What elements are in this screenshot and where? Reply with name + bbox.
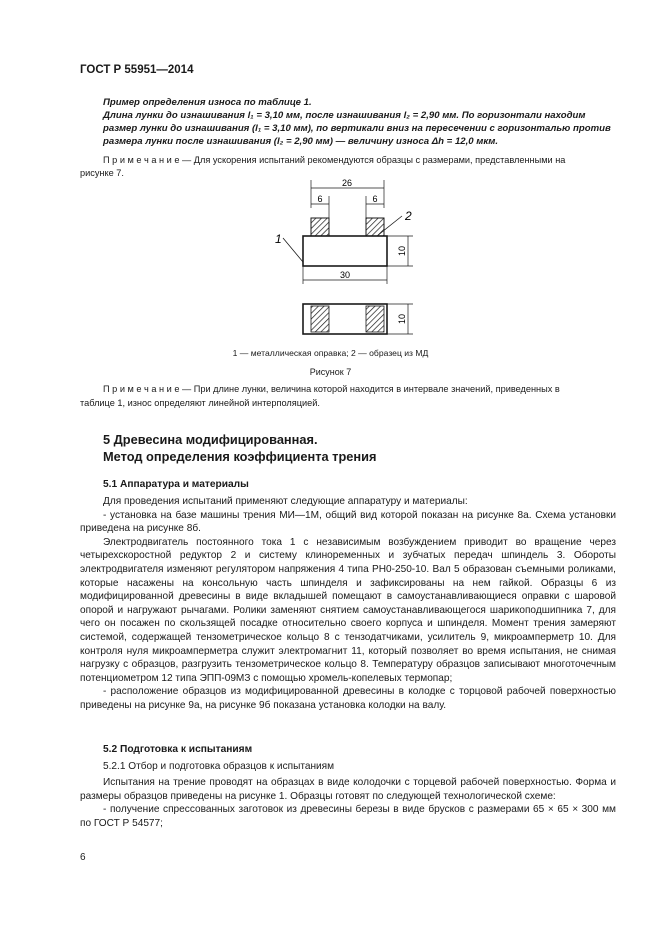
para-5-1-item-layout: - расположение образцов из модифицированной древесины в колодке с торцовой рабочей поверхностью приведены на рисунке 9а, на рисунке 9б показана установка колодки на валу. (80, 686, 616, 711)
bottom-pad-left (311, 306, 329, 332)
dim-10-2-label: 10 (397, 313, 407, 325)
dim-6-right-label: 6 (372, 194, 378, 204)
dim-26-label: 26 (341, 178, 353, 188)
example-title: Пример определения износа по таблице 1. (103, 97, 312, 108)
sample-pad-right (366, 218, 384, 236)
note-1-line-1: П р и м е ч а н и е — Для ускорения испытаний рекомендуются образцы с размерами, представленными на (103, 155, 566, 165)
example-line-1: Длина лунки до изнашивания l₁ = 3,10 мм, после изнашивания l₂ = 2,90 мм. По горизонтали находим (103, 110, 586, 121)
subsection-5-2-body (80, 776, 616, 830)
subsection-5-1-body (80, 495, 616, 713)
para-5-2-1-item-blanks: - получение спрессованных заготовок из древесины березы в виде брусков с размерами 65 × 65 × 300 мм по ГОСТ Р 54577; (80, 804, 616, 829)
para-5-1-item-installation: - установка на базе машины трения МИ—1М, общий вид которой показан на рисунке 8а. Схема установки приведена на рисунке 8б. (80, 509, 616, 535)
callout-1-label: 1 (275, 232, 282, 246)
metal-holder-body (303, 236, 387, 266)
document-header: ГОСТ Р 55951—2014 (80, 64, 194, 76)
callout-2-label: 2 (405, 209, 412, 223)
sample-pad-left (311, 218, 329, 236)
section-5-title-line-1: 5 Древесина модифицированная. (103, 432, 318, 447)
para-5-2-1-intro: Испытания на трение проводят на образцах в виде колодочки с торцевой рабочей поверхностью. Форма и размеры образцов приведены на рисунке 1. Образцы готовят по следующей технологической схеме: (80, 777, 616, 802)
para-5-1-intro: Для проведения испытаний применяют следующие аппаратуру и материалы: (103, 496, 468, 507)
dim-6-left-label: 6 (317, 194, 323, 204)
example-line-2: размер лунки до изнашивания (l₁ = 3,10 мм), по вертикали вниз на пересечении с горизонталью против (103, 123, 611, 134)
dim-30-label: 30 (339, 270, 351, 280)
figure-legend: 1 — металлическая оправка; 2 — образец из МД (232, 348, 429, 358)
figure-7-drawing (265, 178, 425, 343)
subsection-5-2-title: 5.2 Подготовка к испытаниям (103, 744, 253, 755)
bottom-pad-right (366, 306, 384, 332)
dim-10-label: 10 (397, 245, 407, 257)
page-number: 6 (80, 852, 86, 863)
callout-1-leader (283, 238, 303, 262)
note-2-line-2: таблице 1, износ определяют линейной интерполяцией. (80, 398, 320, 408)
note-2-line-1: П р и м е ч а н и е — При длине лунки, величина которой находится в интервале значений, приведенных в (103, 384, 560, 394)
figure-caption: Рисунок 7 (309, 367, 352, 377)
para-5-1-description: Электродвигатель постоянного тока 1 с независимым возбуждением приводит во вращение через четырехскоростной редуктор 2 и систему клиноременных и зубчатых передач шпиндель 3. Обороты электродвигателя изменяют регулятором напряжения 4 типа РН0-250-10. Вал 5 образован съемными роликами, которые насажены на консольную часть шпинделя и зафиксированы на нем гайкой. Образцы 6 из модифицированной древесины в виде вкладышей помещают в самоустанавливающиеся оправки с шаровой опорой и нагружают рычагами. Ролики заменяют снятием самоустанавливающегося шарикоподшипника 7, для чего он посажен по скользящей посадке относительно своего корпуса и шпинделя. Момент трения замеряют системой, содержащей тензометрическое кольцо 8 с тензодатчиками, усилитель 9, микроамперметр 10. Для контроля нуля микроамперметра служит электромагнит 11, который позволяет во время испытания, не снимая нагрузку с образцов, разгрузить тензометрическое кольцо 8. Температуру образцов записывают многоточечным потенциометром 12 типа ЭПП-09МЗ с помощью хромель-копелевых термопар; (80, 536, 616, 684)
example-line-3: размера лунки после изнашивания (l₂ = 2,90 мм) — величину износа Δh = 12,0 мкм. (103, 136, 498, 147)
note-1-line-2: рисунке 7. (80, 168, 124, 178)
subsection-5-2-1-title: 5.2.1 Отбор и подготовка образцов к испытаниям (103, 761, 335, 772)
section-5-title-line-2: Метод определения коэффициента трения (103, 449, 377, 464)
subsection-5-1-title: 5.1 Аппаратура и материалы (103, 479, 249, 490)
